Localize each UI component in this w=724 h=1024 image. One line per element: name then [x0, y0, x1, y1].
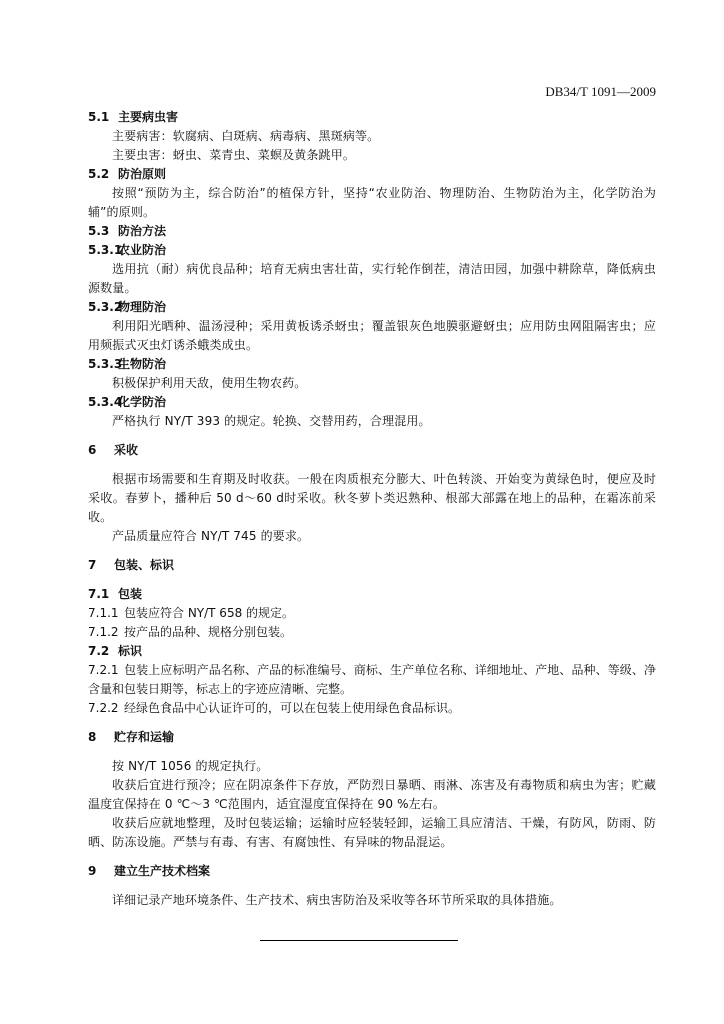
end-rule — [260, 940, 458, 941]
section-5-3-2-text: 利用阳光晒种、温汤浸种；采用黄板诱杀蚜虫；覆盖银灰色地膜驱避蚜虫；应用防虫网阻隔害虫；应用频振式灭虫灯诱杀蛾类成虫。 — [88, 319, 656, 352]
section-9-text: 详细记录产地环境条件、生产技术、病虫害防治及采收等各环节所采取的具体措施。 — [112, 893, 562, 907]
section-8-transport: 收获后应就地整理，及时包装运输；运输时应轻装轻卸，运输工具应清洁、干燥，有防风，防雨、防晒、防冻设施。严禁与有毒、有害、有腐蚀性、有异味的物品混运。 — [88, 816, 656, 849]
section-5-1-diseases: 主要病害：软腐病、白斑病、病毒病、黑斑病等。 — [112, 129, 380, 143]
section-6-text: 根据市场需要和生育期及时收获。一般在肉质根充分膨大、叶色转淡、开始变为黄绿色时，便应及时采收。春萝卜，播种后 50 d～60 d时采收。秋冬萝卜类迟熟种、根部大部露在地上的品种，在霜冻前采收。 — [88, 472, 656, 524]
section-6-quality: 产品质量应符合 NY/T 745 的要求。 — [112, 529, 310, 543]
section-5-3-3-heading: 5.3.3生物防治 — [88, 357, 167, 371]
section-9-heading: 9 建立生产技术档案 — [88, 864, 211, 878]
section-5-3-4-heading: 5.3.4化学防治 — [88, 395, 167, 409]
section-8-storage: 收获后宜进行预冷；应在阴凉条件下存放，严防烈日暴晒、雨淋、冻害及有毒物质和病虫为害；贮藏温度宜保持在 0 ℃～3 ℃范围内，适宜湿度宜保持在 90 %左右。 — [88, 778, 656, 811]
section-5-2-text: 按照“预防为主，综合防治”的植保方针，坚持“农业防治、物理防治、生物防治为主，化学防治为辅”的原则。 — [88, 186, 656, 219]
section-7-2-2: 7.2.2 经绿色食品中心认证许可的，可以在包装上使用绿色食品标识。 — [88, 701, 461, 715]
section-5-3-2-heading: 5.3.2物理防治 — [88, 300, 167, 314]
section-5-1-pests: 主要虫害：蚜虫、菜青虫、菜螟及黄条跳甲。 — [112, 148, 356, 162]
section-8-standard: 按 NY/T 1056 的规定执行。 — [112, 759, 269, 773]
section-5-3-3-text: 积极保护利用天敌，使用生物农药。 — [112, 376, 307, 390]
section-5-3-1-text: 选用抗（耐）病优良品种；培育无病虫害壮苗，实行轮作倒茬，清洁田园，加强中耕除草，降低病虫源数量。 — [88, 262, 656, 295]
section-7-1-1: 7.1.1 包装应符合 NY/T 658 的规定。 — [88, 606, 295, 620]
section-7-2-1: 7.2.1 包装上应标明产品名称、产品的标准编号、商标、生产单位名称、详细地址、产地、品种、等级、净含量和包装日期等，标志上的字迹应清晰、完整。 — [88, 663, 656, 696]
document-body — [88, 108, 656, 910]
section-7-1-2: 7.1.2 按产品的品种、规格分别包装。 — [88, 625, 293, 639]
section-6-heading: 6 采收 — [88, 443, 139, 457]
section-5-3-4-text: 严格执行 NY/T 393 的规定。轮换、交替用药，合理混用。 — [112, 414, 431, 428]
section-7-2-heading: 7.2 标识 — [88, 644, 143, 658]
section-7-heading: 7 包装、标识 — [88, 558, 175, 572]
document-code: DB34/T 1091—2009 — [545, 84, 656, 99]
section-5-3-heading: 5.3 防治方法 — [88, 224, 167, 238]
section-5-3-1-heading: 5.3.1农业防治 — [88, 243, 167, 257]
section-8-heading: 8 贮存和运输 — [88, 730, 175, 744]
section-5-1-heading: 5.1 主要病虫害 — [88, 110, 179, 124]
section-7-1-heading: 7.1 包装 — [88, 587, 143, 601]
section-5-2-heading: 5.2 防治原则 — [88, 167, 167, 181]
